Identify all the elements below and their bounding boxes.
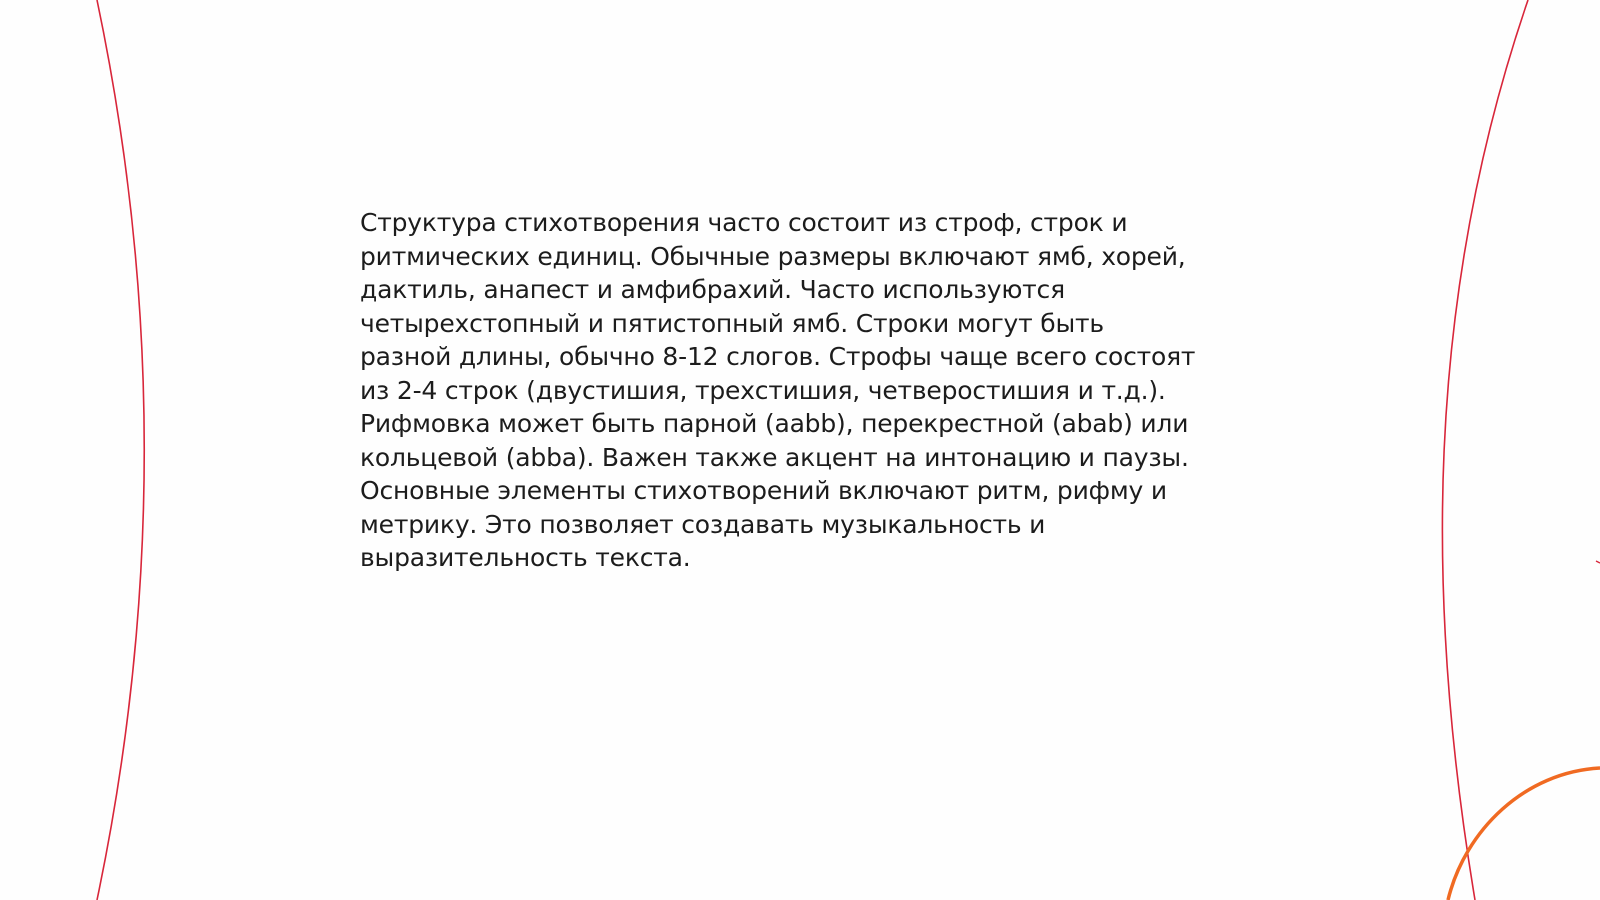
text-line: метрику. Это позволяет создавать музыкальность и [360, 509, 1046, 539]
text-line: выразительность текста. [360, 543, 691, 572]
small-right-tick [1596, 561, 1600, 563]
text-line: разной длины, обычно 8-12 слогов. Строфы чаще всего состоят [360, 342, 1196, 371]
body-paragraph [360, 206, 1260, 575]
text-line: четырехстопный и пятистопный ямб. Строки могут быть [360, 308, 1104, 338]
right-arc-line [1442, 0, 1528, 900]
orange-corner-arc [1448, 768, 1600, 900]
text-line: Структура стихотворения часто состоит из строф, строк и [360, 208, 1128, 237]
text-line: Основные элементы стихотворений включают ритм, рифму и [360, 476, 1167, 505]
text-line: ритмических единиц. Обычные размеры включают ямб, хорей, [360, 241, 1186, 271]
text-line: из 2-4 строк (двустишия, трехстишия, четверостишия и т.д.). [360, 375, 1166, 405]
left-arc-line [97, 0, 144, 900]
text-line: дактиль, анапест и амфибрахий. Часто используются [360, 275, 1065, 304]
text-line: Рифмовка может быть парной (aabb), перекрестной (abab) или [360, 409, 1189, 438]
text-line: кольцевой (abba). Важен также акцент на интонацию и паузы. [360, 442, 1189, 472]
